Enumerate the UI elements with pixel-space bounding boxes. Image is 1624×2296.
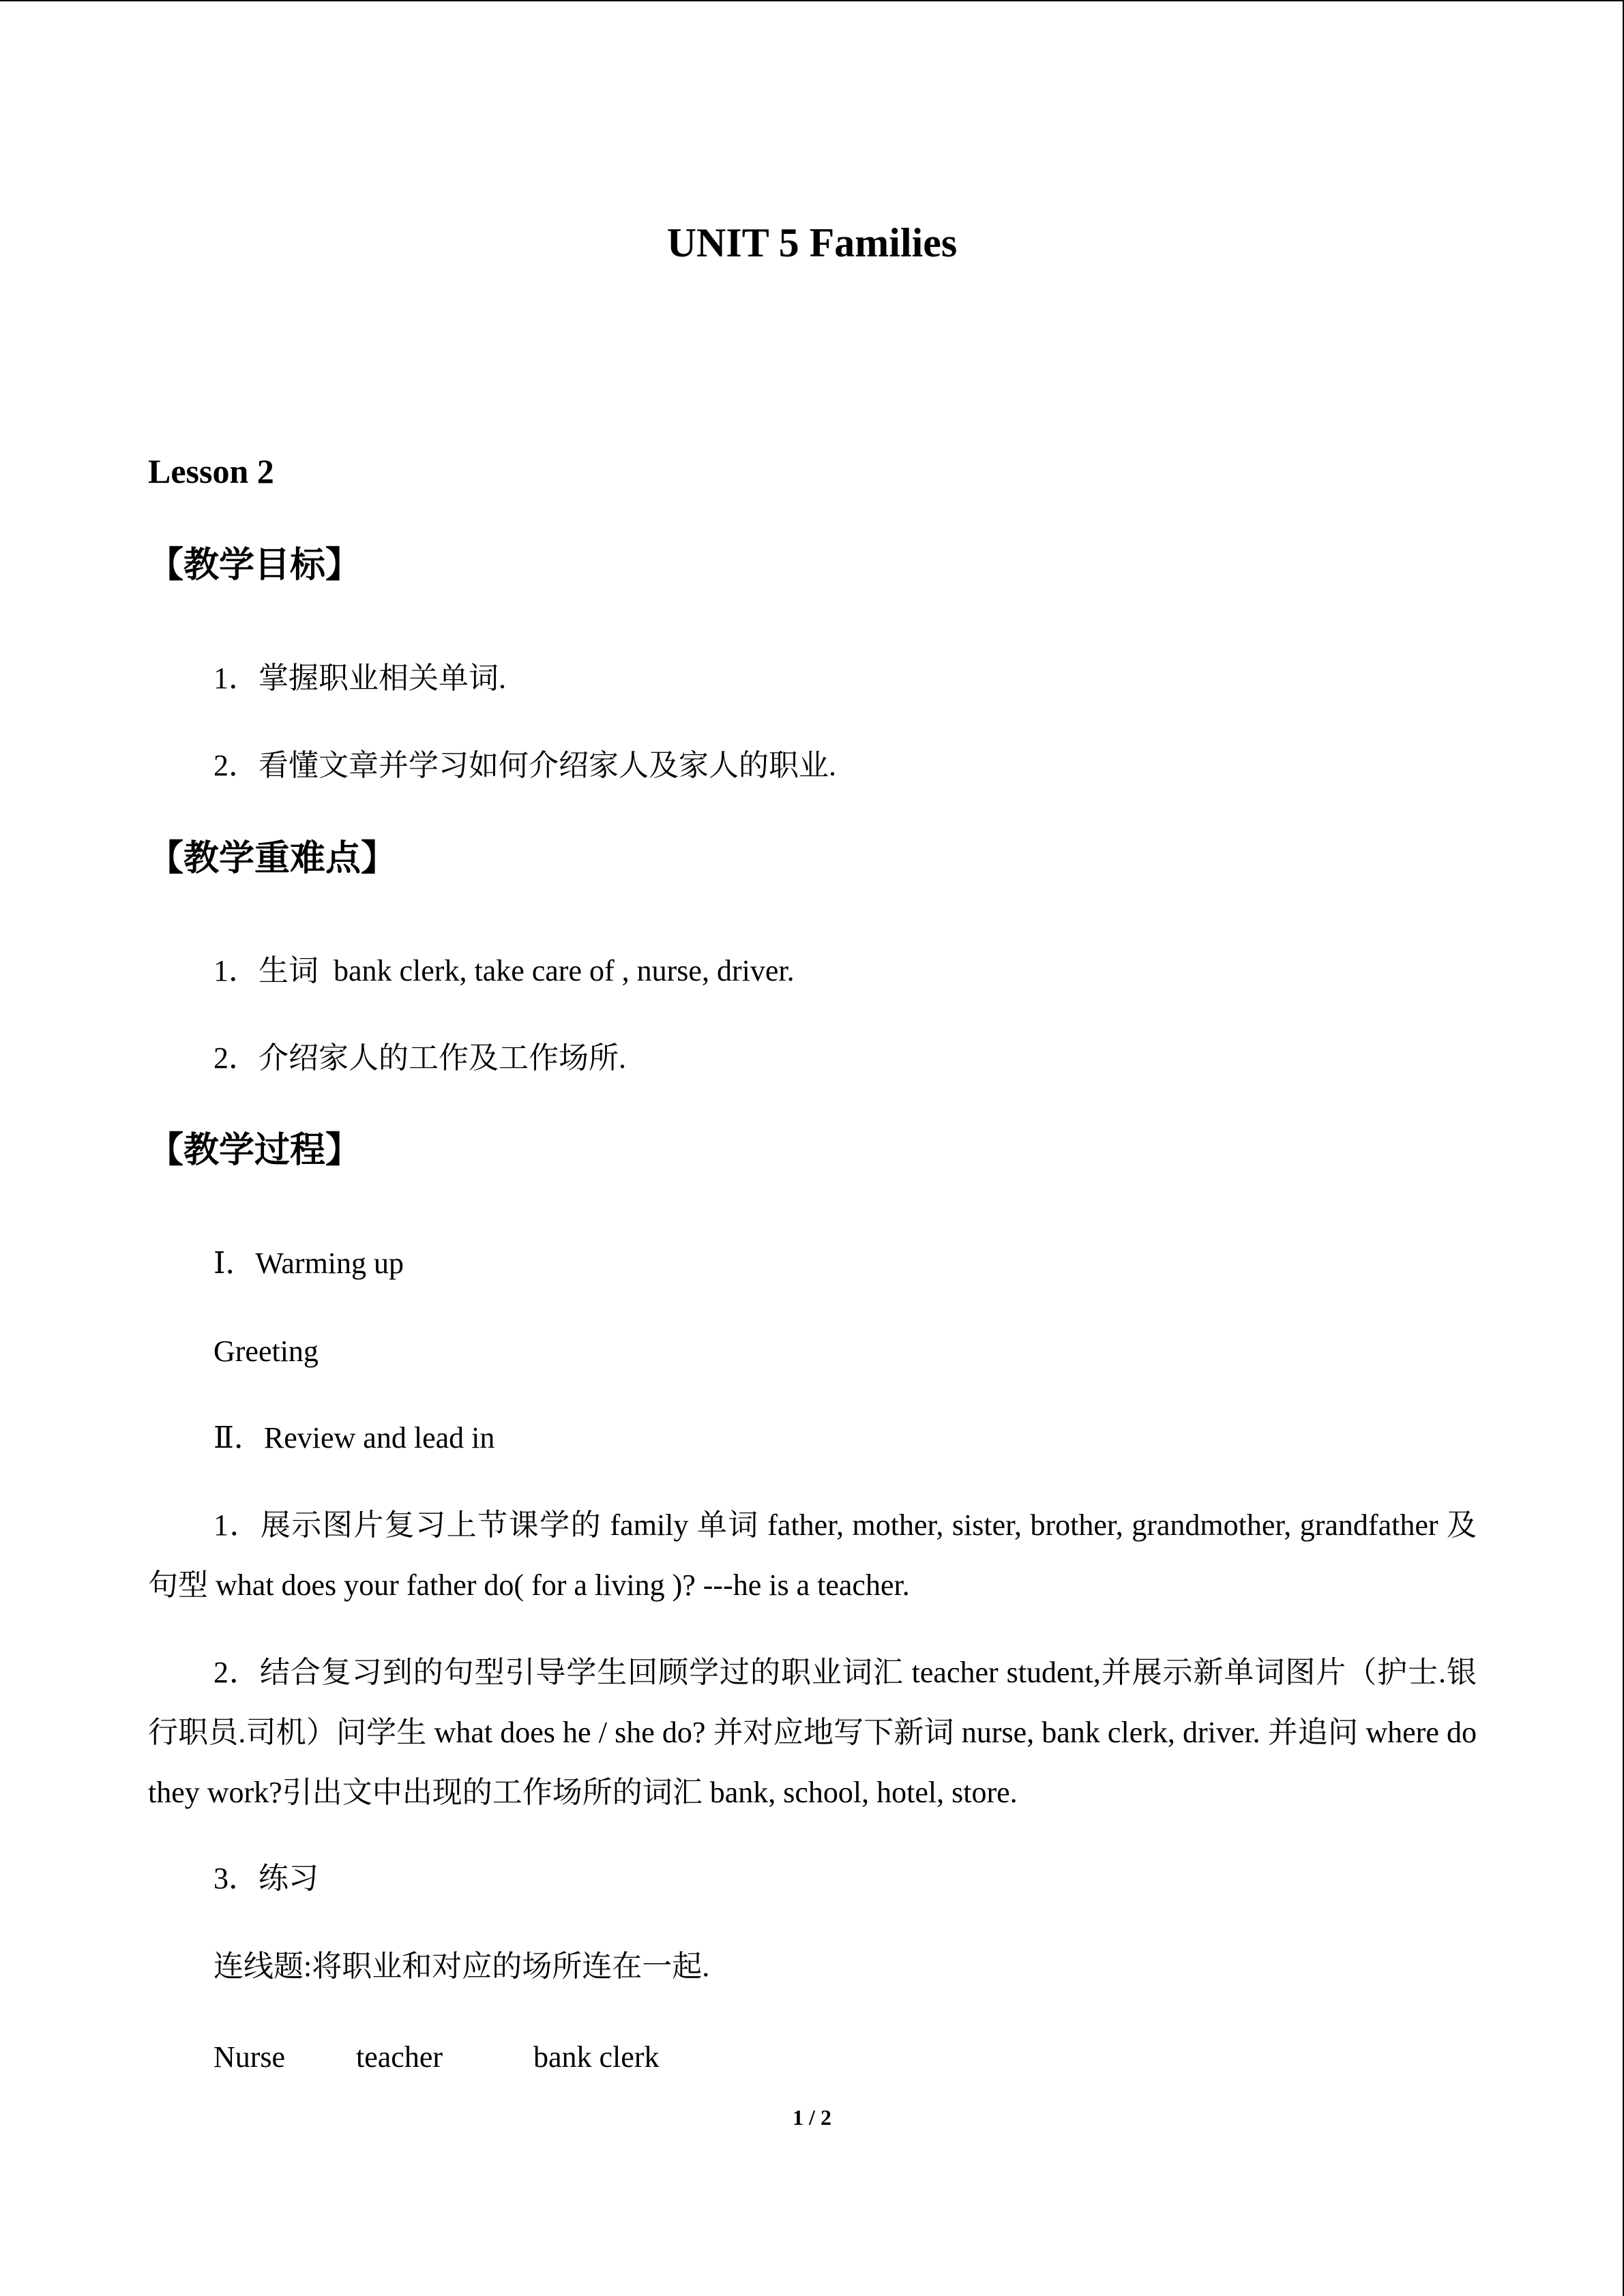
occupation-nurse: Nurse [213,2040,286,2074]
key-points-heading: 【教学重难点】 [148,838,397,879]
greeting-text: Greeting [213,1335,319,1368]
practice-item: 3．练习 [213,1862,319,1895]
objective-item-1: 1．掌握职业相关单词. [213,661,506,695]
process-step-2: Ⅱ．Review and lead in [213,1421,495,1455]
occupation-teacher: teacher [356,2040,443,2074]
page-number: 1 / 2 [793,2105,831,2130]
review-paragraph-2: 2．结合复习到的句型引导学生回顾学过的职业词汇 teacher student,并展示新单词图片（护士.银行职员.司机）问学生 what does he / she do? 并对应地写下新词 nurse, bank clerk, driver. 并追问 where do they work?引出文中出现的工作场所的词汇 bank, school, hotel, store. [148,1656,1477,1809]
key-point-item-1: 1．生词 bank clerk, take care of , nurse, driver. [213,954,795,987]
objectives-heading: 【教学目标】 [148,545,361,586]
exercise-instruction: 连线题:将职业和对应的场所连在一起. [213,1950,710,1983]
review-paragraph-1: 1．展示图片复习上节课学的 family 单词 father, mother, sister, brother, grandmother, grandfather 及句型 what does your father do( for a living )? ---he is a teacher. [148,1508,1477,1602]
objective-item-2: 2．看懂文章并学习如何介绍家人及家人的职业. [213,749,836,782]
occupation-bank-clerk: bank clerk [533,2040,660,2074]
key-point-item-2: 2．介绍家人的工作及工作场所. [213,1041,626,1075]
document-title: UNIT 5 Families [666,220,958,265]
lesson-label: Lesson 2 [148,452,274,490]
process-step-1: Ⅰ．Warming up [213,1247,404,1280]
process-heading: 【教学过程】 [148,1130,361,1171]
